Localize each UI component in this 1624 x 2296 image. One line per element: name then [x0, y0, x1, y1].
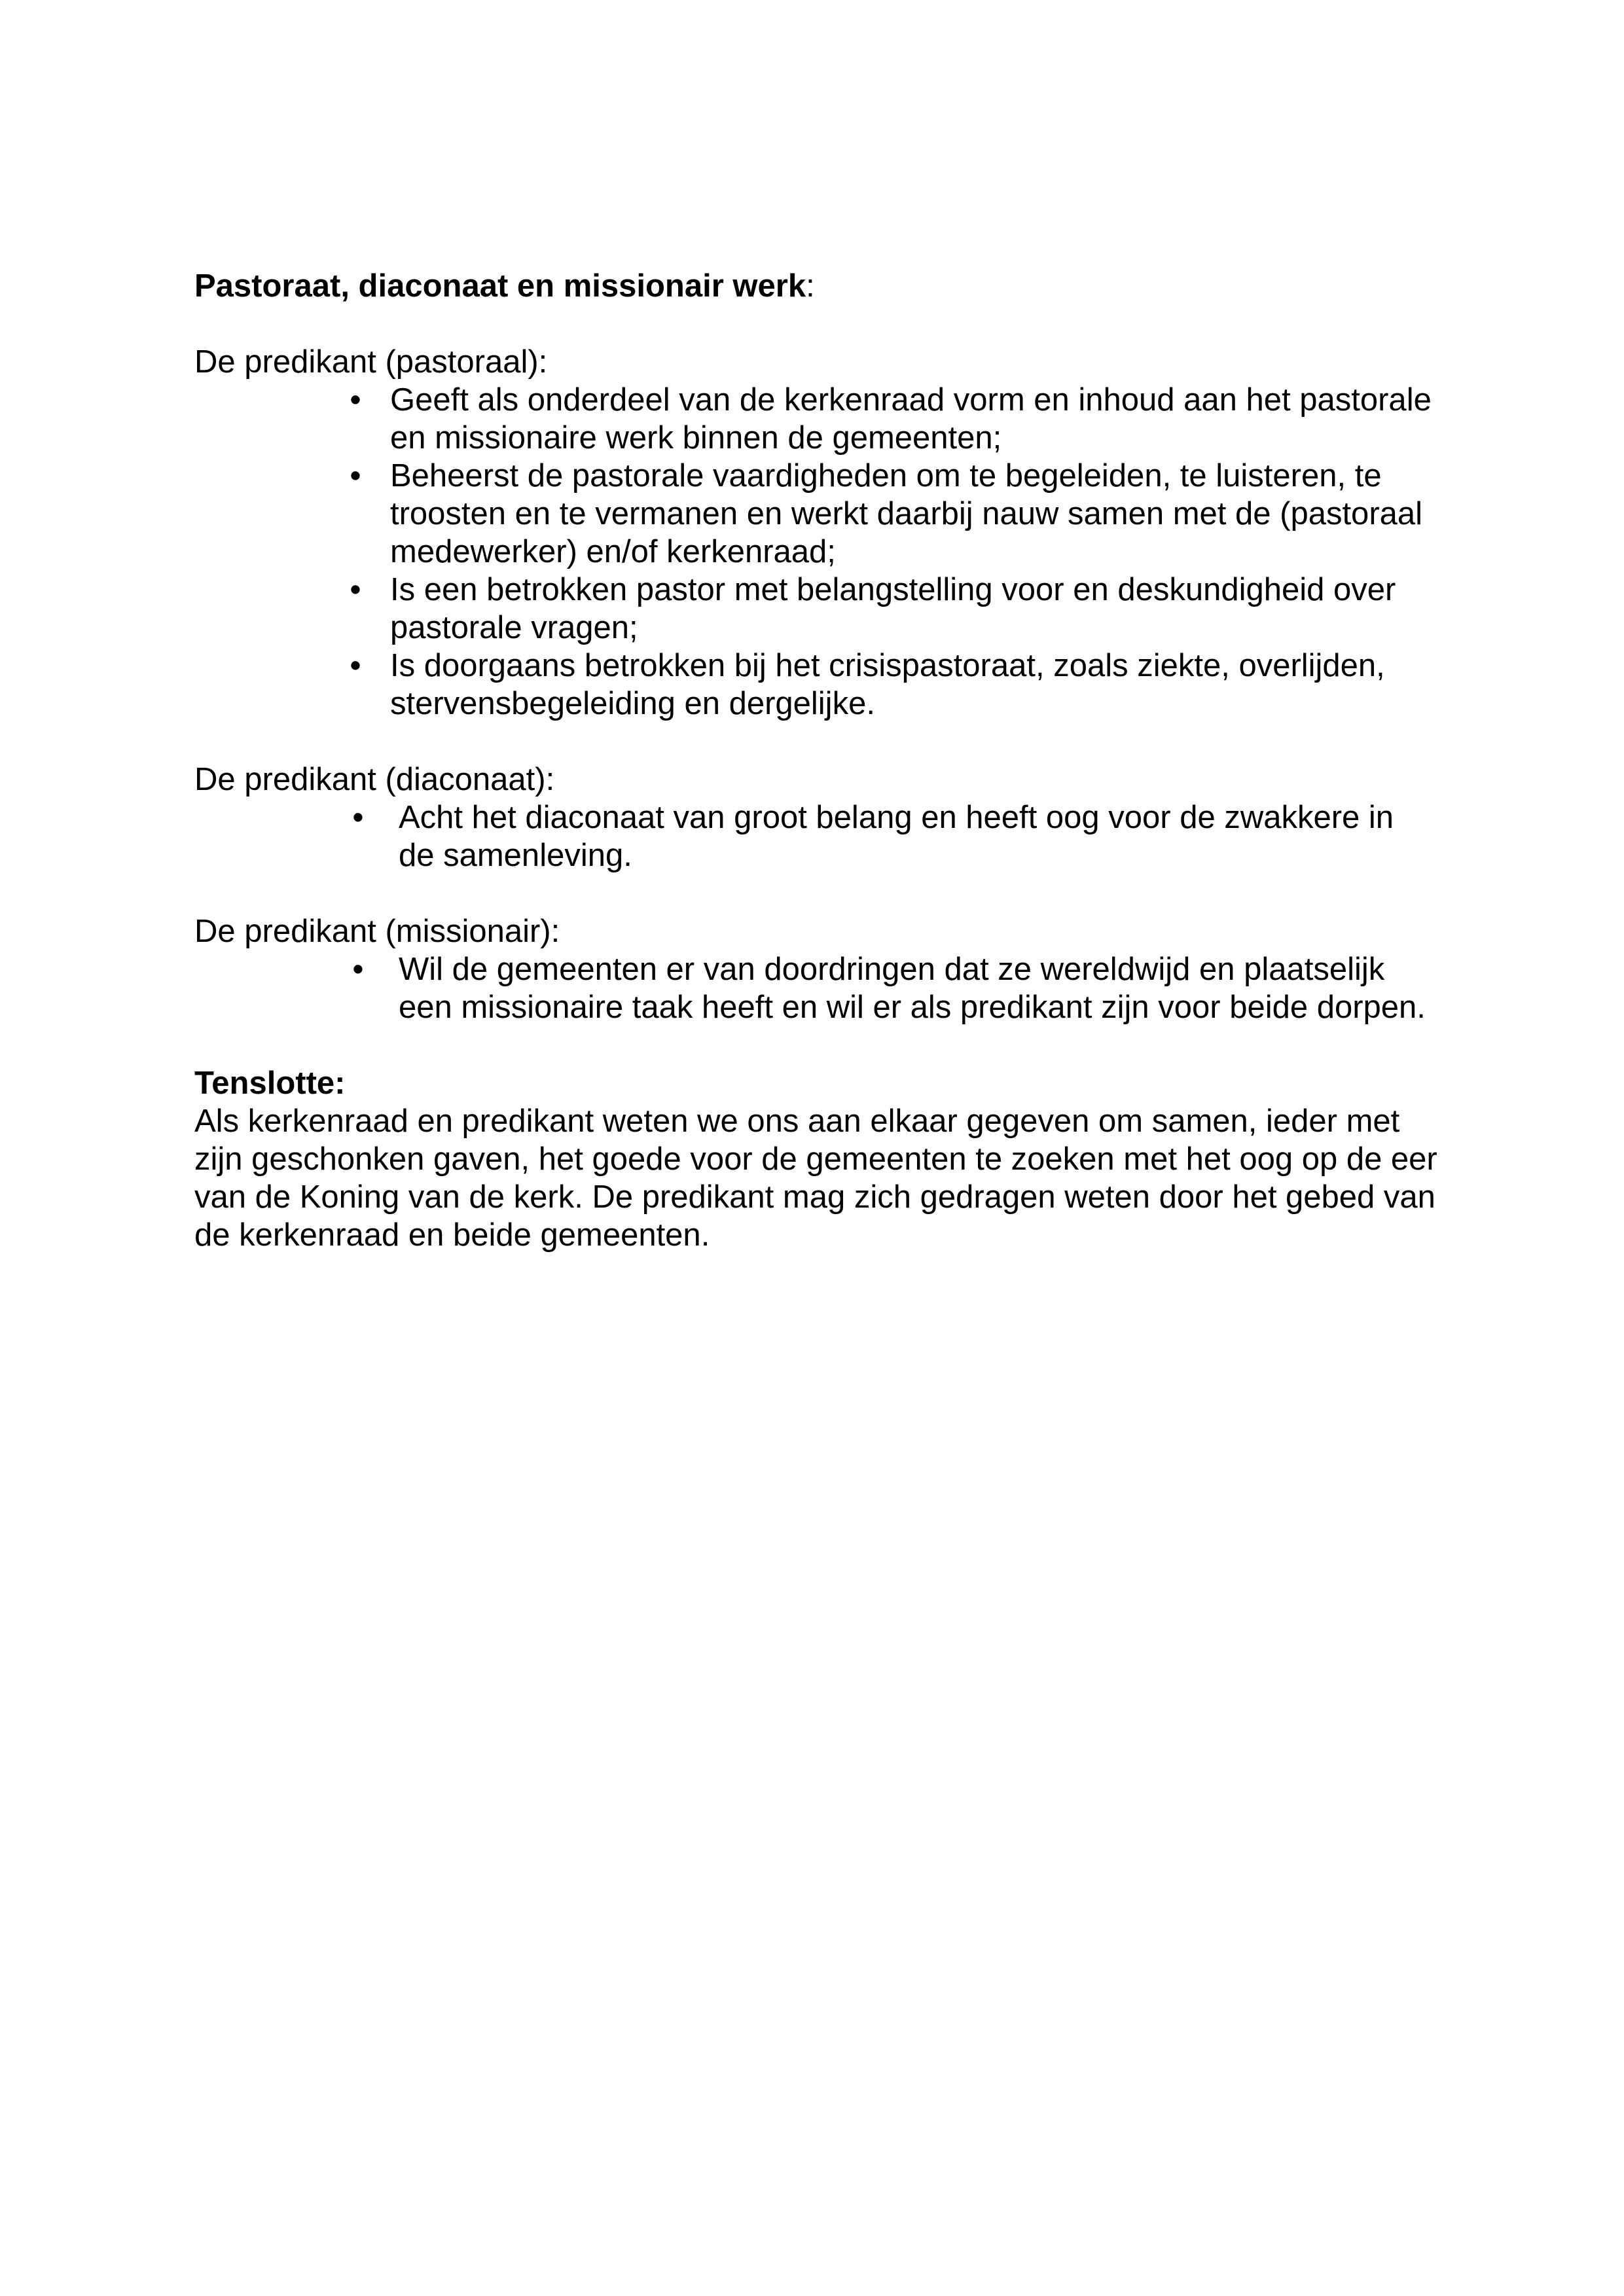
- bullet-icon: •: [350, 458, 361, 493]
- bullet-text: Beheerst de pastorale vaardigheden om te begeleiden, te luisteren, te troosten en te vermanen en werkt daarbij nauw samen met de (pastoraal medewerker) en/of kerkenraad;: [390, 458, 1423, 569]
- bullet-icon: •: [350, 648, 361, 683]
- closing-title: Tenslotte:: [194, 1066, 346, 1101]
- bullet-icon: •: [352, 952, 364, 987]
- section-closing: [194, 1064, 1438, 1254]
- bullet-list-pastoraal: [194, 381, 1438, 723]
- document-page: [194, 267, 1438, 1254]
- bullet-list-missionair: [194, 950, 1438, 1026]
- bullet-text: Geeft als onderdeel van de kerkenraad vorm en inhoud aan het pastorale en missionaire werk binnen de gemeenten;: [390, 382, 1432, 456]
- section-label-diaconaat: De predikant (diaconaat):: [194, 762, 555, 797]
- list-item: [194, 950, 1438, 1026]
- section-pastoraal: [194, 343, 1438, 723]
- bullet-text: Acht het diaconaat van groot belang en heeft oog voor de zwakkere in de samenleving.: [399, 800, 1394, 873]
- list-item: [194, 798, 1438, 874]
- bullet-icon: •: [350, 382, 361, 418]
- bullet-text: Is doorgaans betrokken bij het crisispastoraat, zoals ziekte, overlijden, stervensbegeleiding en dergelijke.: [390, 648, 1385, 721]
- heading-colon: :: [806, 268, 815, 304]
- list-item: [194, 571, 1438, 647]
- bullet-text: Is een betrokken pastor met belangstelling voor en deskundigheid over pastorale vragen;: [390, 572, 1396, 645]
- bullet-icon: •: [352, 800, 364, 835]
- bullet-icon: •: [350, 572, 361, 607]
- section-diaconaat: [194, 761, 1438, 874]
- list-item: [194, 457, 1438, 571]
- bullet-list-diaconaat: [194, 798, 1438, 874]
- section-label-missionair: De predikant (missionair):: [194, 914, 560, 949]
- bullet-text: Wil de gemeenten er van doordringen dat ze wereldwijd en plaatselijk een missionaire taak heeft en wil er als predikant zijn voor beide dorpen.: [399, 952, 1426, 1025]
- closing-body: Als kerkenraad en predikant weten we ons aan elkaar gegeven om samen, ieder met zijn geschonken gaven, het goede voor de gemeenten te zoeken met het oog op de eer van de Koning van de kerk. De predikant mag zich gedragen weten door het gebed van de kerkenraad en beide gemeenten.: [194, 1103, 1437, 1253]
- section-missionair: [194, 912, 1438, 1026]
- document-heading: [194, 267, 1438, 305]
- list-item: [194, 381, 1438, 457]
- list-item: [194, 647, 1438, 723]
- section-label-pastoraal: De predikant (pastoraal):: [194, 344, 548, 380]
- heading-text: Pastoraat, diaconaat en missionair werk: [194, 268, 806, 304]
